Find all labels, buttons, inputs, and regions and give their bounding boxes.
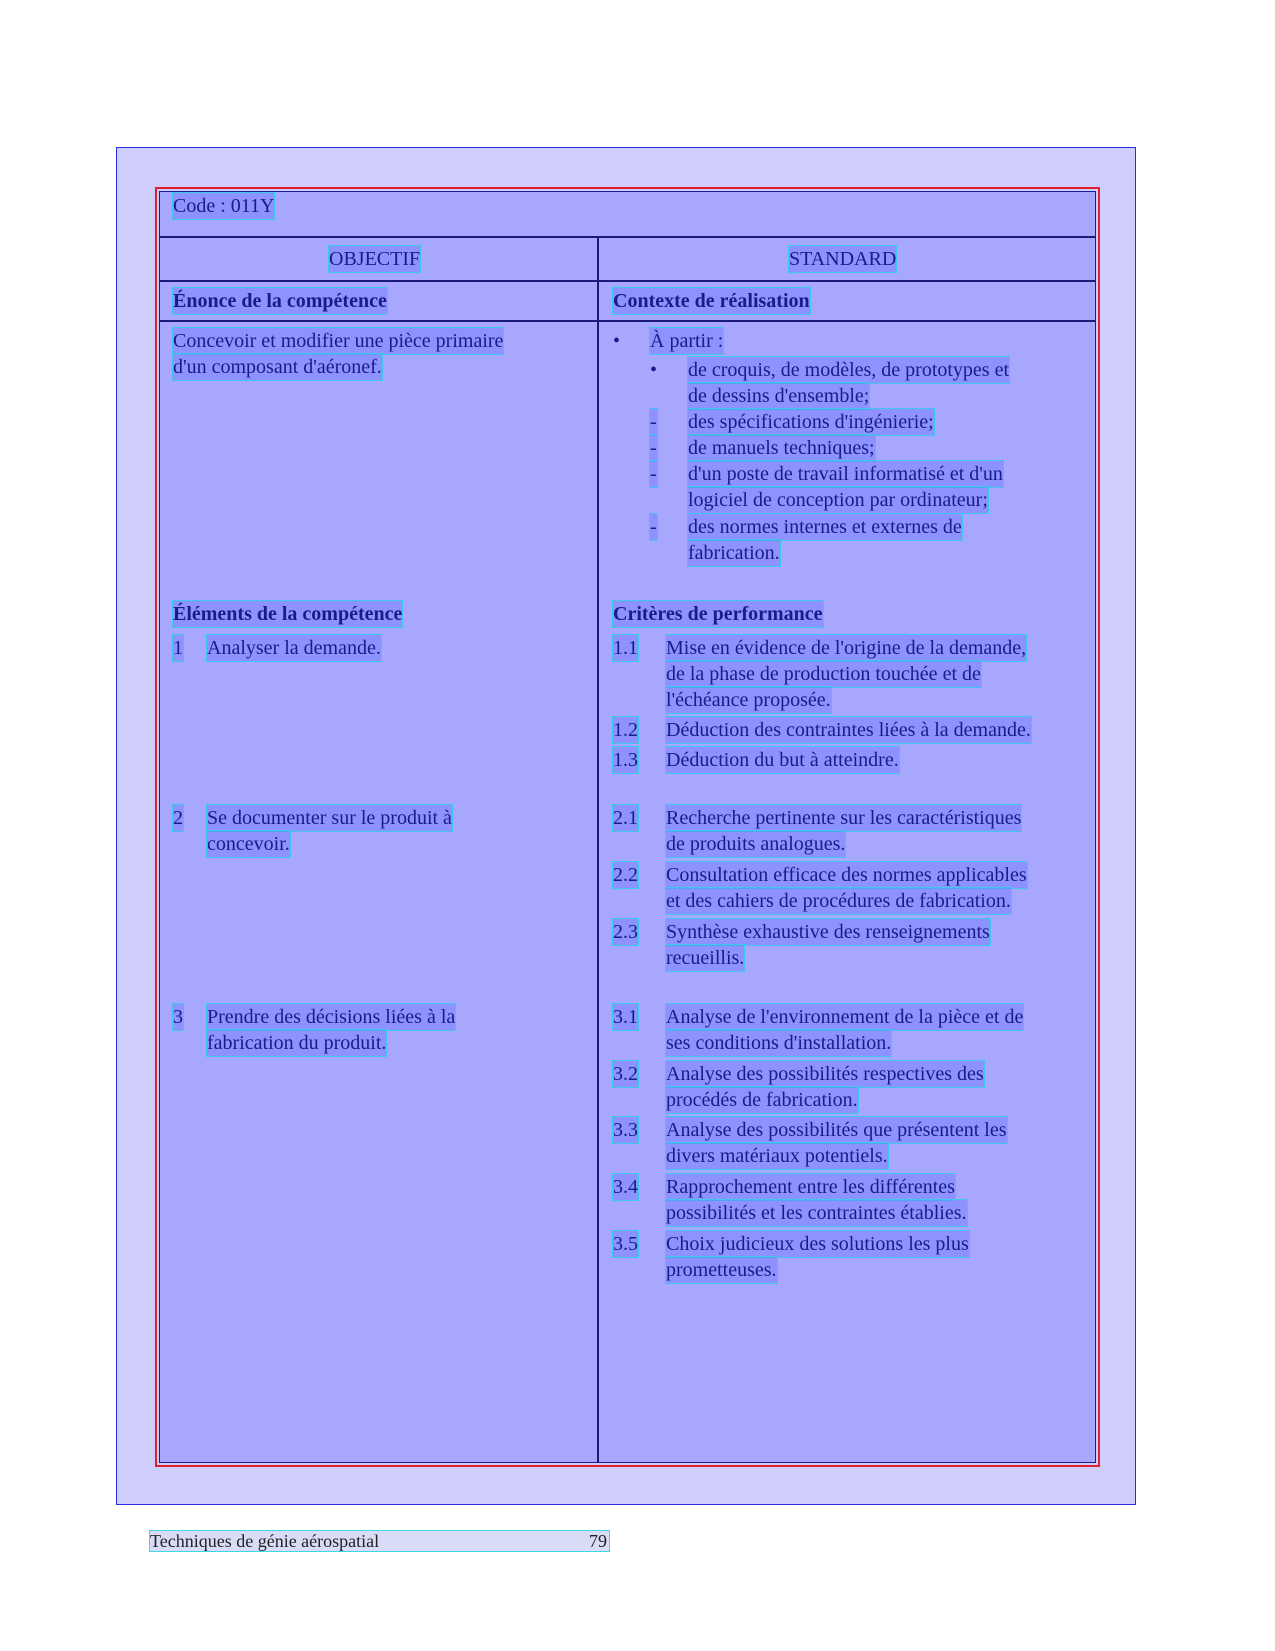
critere-text: recueillis.: [666, 947, 745, 969]
critere-number: 2.3: [613, 921, 638, 943]
critere-number: 3.1: [613, 1006, 638, 1028]
critere-text: de produits analogues.: [666, 833, 846, 855]
competence-code: Code : 011Y: [173, 195, 275, 217]
critere-text: l'échéance proposée.: [666, 689, 831, 711]
critere-number: 2.1: [613, 807, 638, 829]
critere-number: 3.2: [613, 1063, 638, 1085]
critere-number: 3.4: [613, 1176, 638, 1198]
element-number: 3: [173, 1006, 183, 1028]
critere-number: 3.5: [613, 1233, 638, 1255]
contexte-item-text: des spécifications d'ingénierie;: [688, 411, 934, 433]
table-rule: [159, 236, 1096, 238]
critere-text: procédés de fabrication.: [666, 1089, 858, 1111]
critere-text: Mise en évidence de l'origine de la demande,: [666, 637, 1027, 659]
critere-text: Rapprochement entre les différentes: [666, 1176, 955, 1198]
bullet-marker: •: [613, 330, 621, 352]
element-text: concevoir.: [207, 833, 290, 855]
table-rule: [159, 320, 1096, 322]
element-text: Se documenter sur le produit à: [207, 807, 452, 829]
critere-text: Synthèse exhaustive des renseignements: [666, 921, 990, 943]
contexte-title: Contexte de réalisation: [613, 290, 810, 312]
critere-text: divers matériaux potentiels.: [666, 1145, 888, 1167]
page-number: 79: [589, 1531, 607, 1551]
bullet-marker: •: [650, 359, 658, 381]
apartir-text: À partir :: [650, 330, 724, 352]
critere-text: Analyse des possibilités respectives des: [666, 1063, 984, 1085]
dash-marker: -: [650, 463, 657, 485]
enonce-title: Énonce de la compétence: [173, 290, 387, 312]
standard-header: STANDARD: [789, 248, 897, 270]
critere-text: Analyse de l'environnement de la pièce et de: [666, 1006, 1024, 1028]
table-rule: [159, 280, 1096, 282]
critere-text: Choix judicieux des solutions les plus: [666, 1233, 969, 1255]
critere-number: 1.1: [613, 637, 638, 659]
dash-marker: -: [650, 516, 657, 538]
element-number: 1: [173, 637, 183, 659]
contexte-item-text: de croquis, de modèles, de prototypes et: [688, 359, 1010, 381]
dash-marker: -: [650, 437, 657, 459]
contexte-item-text: des normes internes et externes de: [688, 516, 962, 538]
critere-number: 1.3: [613, 749, 638, 771]
footer-title: Techniques de génie aérospatial: [150, 1531, 380, 1551]
column-divider: [597, 236, 599, 1463]
contexte-item-text: d'un poste de travail informatisé et d'un: [688, 463, 1003, 485]
elements-title: Éléments de la compétence: [173, 603, 403, 625]
element-text: fabrication du produit.: [207, 1032, 387, 1054]
enonce-line: d'un composant d'aéronef.: [173, 356, 382, 378]
objectif-header: OBJECTIF: [329, 248, 421, 270]
critere-text: Recherche pertinente sur les caractéristiques: [666, 807, 1022, 829]
contexte-item-text: fabrication.: [688, 542, 780, 564]
critere-text: Consultation efficace des normes applicables: [666, 864, 1027, 886]
contexte-item-text: de dessins d'ensemble;: [688, 385, 870, 407]
critere-text: de la phase de production touchée et de: [666, 663, 981, 685]
critere-text: Déduction des contraintes liées à la demande.: [666, 719, 1031, 741]
critere-text: Déduction du but à atteindre.: [666, 749, 899, 771]
critere-text: ses conditions d'installation.: [666, 1032, 892, 1054]
critere-text: prometteuses.: [666, 1259, 777, 1281]
criteres-title: Critères de performance: [613, 603, 823, 625]
element-text: Prendre des décisions liées à la: [207, 1006, 456, 1028]
critere-text: possibilités et les contraintes établies.: [666, 1202, 967, 1224]
dash-marker: -: [650, 411, 657, 433]
critere-text: Analyse des possibilités que présentent les: [666, 1119, 1007, 1141]
footer-line: [150, 1531, 609, 1551]
element-text: Analyser la demande.: [207, 637, 381, 659]
element-number: 2: [173, 807, 183, 829]
critere-number: 2.2: [613, 864, 638, 886]
critere-text: et des cahiers de procédures de fabrication.: [666, 890, 1011, 912]
contexte-item-text: de manuels techniques;: [688, 437, 875, 459]
critere-number: 3.3: [613, 1119, 638, 1141]
contexte-item-text: logiciel de conception par ordinateur;: [688, 489, 988, 511]
enonce-line: Concevoir et modifier une pièce primaire: [173, 330, 504, 352]
critere-number: 1.2: [613, 719, 638, 741]
